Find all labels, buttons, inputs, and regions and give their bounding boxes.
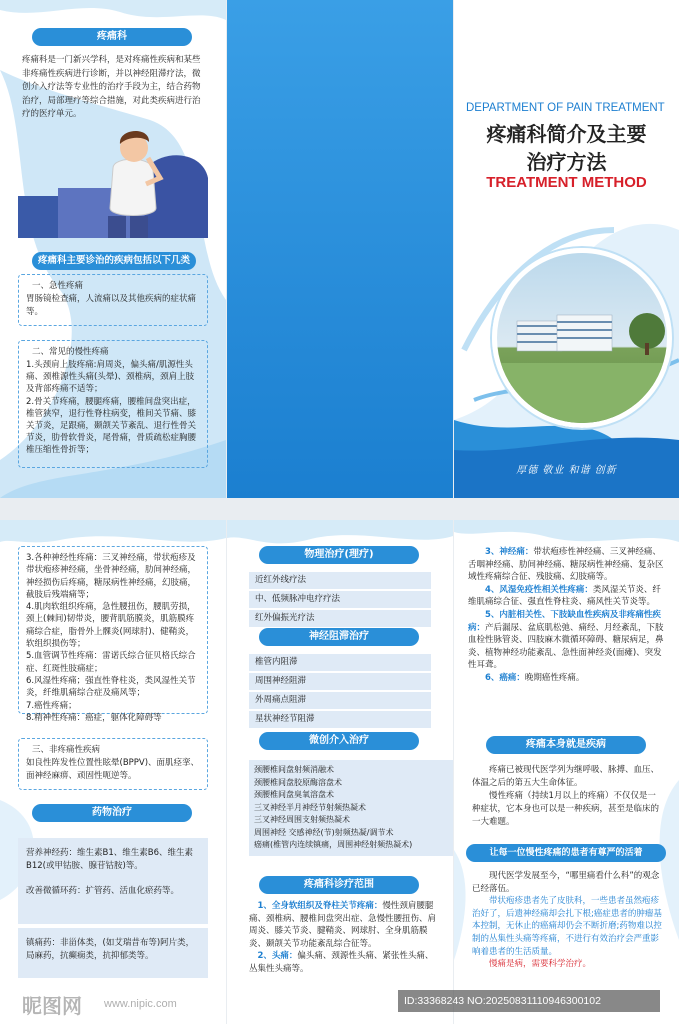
scope-title-pill: 疼痛科诊疗范围 — [259, 876, 419, 894]
physio-item-1: 中、低频脉冲电疗疗法 — [249, 591, 431, 608]
chronic-item-4: 4.肌肉软组织疼痛，急性腰扭伤，腰肌劳损，颈上(棘间)韧带炎，腰背肌筋膜炎，肌筋膜疼痛综合症，脂骨外上髁炎(网球肘)、健鞘炎，软组织损伤等； — [26, 602, 196, 650]
panel-top-left — [0, 0, 226, 498]
nonpain-text: 如良性阵发性位置性眩晕(BPPV)、面肌痉挛、面神经麻痹、顽固性呃逆等。 — [26, 758, 200, 781]
diseases-title-pill: 疼痛科主要诊治的疾病包括以下几类 — [32, 252, 196, 270]
chronic-item-8: 8.精神性疼痛：癌症，躯体化障碍等 — [26, 712, 162, 723]
cover-motto: 厚德 敬业 和谐 创新 — [516, 465, 617, 476]
dignity-title-pill: 让每一位慢性疼痛的患者有尊严的活着 — [466, 844, 666, 862]
chronic-item-3: 3.各种神经性疼痛：三叉神经痛，带状疱疹及带状疱疹神经痛，坐骨神经痛，肋间神经痛，神经损伤后疼痛，糖尿病性神经痛，幻肢痛，截肢后残端痛等； — [26, 553, 197, 600]
panel-bottom-middle — [227, 520, 453, 1024]
scope-item-4-text: 类风湿关节炎、纤维肌痛综合征、强直性脊柱炎、痛风性关节炎等。 — [468, 584, 661, 608]
micro-item-5: 周围神经 交感神经(节)射频热凝/调节术 — [254, 827, 394, 837]
physio-list — [249, 572, 431, 629]
micro-item-1: 颈腰椎间盘胶原酶溶盘术 — [254, 777, 342, 787]
scope-item-5-text: 产后漏尿、盆底肌松弛、痛经、月经紊乱，下肢血栓性脉管炎、四肢麻木微循环障碍、糖尿病足，鼻炎、植物神经功能紊乱、急性面神经炎(面瘫)、突发性耳聋。 — [468, 622, 664, 671]
panel-bottom-right — [454, 520, 679, 1024]
scope-continued — [468, 546, 664, 685]
micro-item-4: 三叉神经周围支射频热凝术 — [254, 815, 350, 824]
chronic-pain-box-continued — [18, 546, 208, 723]
hospital-building-icon — [497, 253, 667, 423]
scope-item-3-head: 3、神经痛： — [485, 547, 534, 557]
scope-item-6-text: 晚期癌性疼痛。 — [524, 672, 585, 683]
acute-pain-box — [18, 274, 208, 326]
dignity-p3: 慢痛是病，需要科学治疗。 — [489, 959, 592, 970]
cover-title-line1: 疼痛科简介及主要 — [486, 122, 647, 146]
scope-item-5-head: 5、内脏相关性、下肢缺血性疾病及非疼痛性疾病： — [468, 609, 661, 633]
hospital-photo — [492, 248, 672, 428]
blue-spine — [227, 0, 453, 498]
dignity-p2: 带状疱疹患者先了皮肤科，一些患者虽然疱疹治好了，后遗神经痛却会扎下根;癌症患者的肿瘤基本控制，无休止的癌痛却仍会不断折磨;药物难以控制的丛集性头痛等疼痛，不进行有效治疗会严重影响着患者的生活质量。 — [472, 896, 662, 957]
micro-list — [249, 760, 453, 856]
acute-title: 一、急性疼痛 — [32, 281, 84, 291]
acute-text: 胃肠镜检查痛，人流痛以及其他疾病的症状痛等。 — [26, 294, 197, 317]
panel-bottom-left — [0, 520, 226, 1024]
physio-item-0: 近红外线疗法 — [249, 572, 431, 589]
scope-item-4-head: 4、风湿免疫性相关性疼痛： — [485, 584, 593, 595]
drug-item-3: 镇痛药：非甾体类，(如艾瑞昔布等)阿片类，局麻药，抗癫痫类，抗抑郁类等。 — [18, 928, 208, 978]
block-item-2: 外周痛点阻滞 — [249, 692, 431, 709]
micro-title-pill: 微创介入治疗 — [259, 732, 419, 750]
patient-illustration — [18, 118, 208, 238]
block-item-1: 周围神经阻滞 — [249, 673, 431, 690]
physio-title-pill: 物理治疗(理疗) — [259, 546, 419, 564]
chronic-item-2: 2.骨关节疼痛，腰腿疼痛，腰椎间盘突出症，椎管狭窄，退行性脊柱病变，椎间关节痛、膝关节炎，足跟痛，颞颌关节紊乱、退行性骨关节炎，肋骨软骨炎，尾骨痛，骨质疏松症胸腰椎压缩性骨折等； — [26, 396, 197, 456]
cover-title-line2: 治疗方法 — [526, 150, 607, 174]
micro-item-6: 癌痛(椎管内连续镇痛，周围神经射频热凝术) — [254, 840, 413, 849]
dept-intro: 疼痛科是一门新兴学科，是对疼痛性疾病和某些非疼痛性疾病进行诊断，并以神经阻滞疗法，微创介入疗法等专业性的治疗手段为主，结合药物治疗，局部理疗等综合措施，对此类疾病进行治疗的医疗单元。 — [22, 55, 201, 119]
disease-section — [472, 764, 662, 829]
watermark-url: www.nipic.com — [104, 998, 177, 1010]
micro-item-3: 三叉神经半月神经节射频热凝术 — [254, 802, 366, 812]
scope-section — [249, 900, 439, 976]
chronic-item-7: 7.癌性疼痛； — [26, 700, 77, 711]
scope-item-4 — [468, 584, 664, 609]
scope-item-3-text: 带状疱疹性神经痛、三叉神经痛、舌咽神经痛、肋间神经痛、糖尿病性神经痛、复杂区域性疼痛综合征、残肢痛、幻肢痛等。 — [468, 547, 664, 583]
non-pain-box — [18, 738, 208, 790]
cover-subtitle-en: TREATMENT METHOD — [486, 174, 647, 191]
scope-item-1-head: 1、全身软组织及脊柱关节疼痛： — [257, 901, 383, 911]
dignity-p1: 现代医学发展至今，“哪里痛看什么科”的观念已经落伍。 — [472, 871, 660, 894]
scope-item-1-text: 慢性颈肩腰腿痛、颈椎病、腰椎间盘突出症、急慢性腰扭伤、肩周炎、膝关节炎、腱鞘炎、网球肘、全身肌筋膜炎、颞颌关节功能紊乱综合征等。 — [249, 901, 437, 949]
scope-item-1 — [249, 900, 439, 950]
drug-item-2: 改善微循环药：扩管药、活血化瘀药等。 — [18, 876, 208, 924]
disease-p2: 慢性疼痛（持续1月以上的疼痛）不仅仅是一种症状，它本身也可以是一种疾病，甚至是临床的一大难题。 — [472, 791, 660, 827]
chronic-item-5: 5.血管调节性疼痛：雷诺氏综合征贝格氏综合症、红斑性肢痛症； — [26, 651, 196, 674]
physio-item-2: 红外偏振光疗法 — [249, 610, 431, 627]
disease-p1: 疼痛已被现代医学列为继呼吸、脉搏、血压、体温之后的第五大生命体征。 — [472, 765, 660, 788]
panel-cover — [454, 0, 679, 498]
drug-title-pill: 药物治疗 — [32, 804, 192, 822]
chronic-item-1: 1.头颈肩上肢疼痛:肩周炎，偏头痛/肌源性头痛、颈椎源性头痛(头晕)、颈椎病，颈肩上肢及背部疼痛不适等； — [26, 360, 195, 395]
chronic-item-6: 6.风湿性疼痛；强直性脊柱炎，类风湿性关节炎，纤维肌痛综合症及痛风等； — [26, 675, 196, 699]
scope-item-2 — [249, 950, 439, 975]
scope-item-6-head: 6、癌痛： — [485, 672, 525, 683]
disease-title-pill: 疼痛本身就是疾病 — [486, 736, 646, 754]
watermark-id-bar: ID:33368243 NO:20250831110946300102 — [398, 990, 660, 1012]
drug-item-1: 营养神经药：维生素B1、维生素B6、维生素B12(或甲钴胺、腺苷钴胺)等。 — [18, 838, 208, 886]
micro-item-2: 颈腰椎间盘臭氧溶盘术 — [254, 790, 334, 799]
chronic-pain-box — [18, 340, 208, 468]
micro-item-0: 颈腰椎间盘射频消融术 — [254, 765, 334, 774]
scope-item-6 — [468, 672, 664, 685]
block-item-0: 椎管内阻滞 — [249, 654, 431, 671]
watermark-logo: 昵图网 — [22, 994, 82, 1018]
scope-item-5 — [468, 609, 664, 672]
scope-item-2-text: 偏头痛、颈源性头痛、紧张性头痛、丛集性头痛等。 — [249, 951, 434, 974]
dept-title-pill: 疼痛科 — [32, 28, 192, 46]
scope-item-3 — [468, 546, 664, 584]
block-list — [249, 654, 431, 730]
scope-item-2-head: 2、头痛： — [257, 951, 298, 962]
dept-en-label: DEPARTMENT OF PAIN TREATMENT — [466, 102, 665, 114]
block-item-3: 星状神经节阻滞 — [249, 711, 431, 728]
chronic-title: 二、常见的慢性疼痛 — [32, 347, 109, 357]
block-title-pill: 神经阻滞治疗 — [259, 628, 419, 646]
nonpain-title: 三、非疼痛性疾病 — [32, 745, 101, 755]
dignity-section — [472, 870, 662, 971]
